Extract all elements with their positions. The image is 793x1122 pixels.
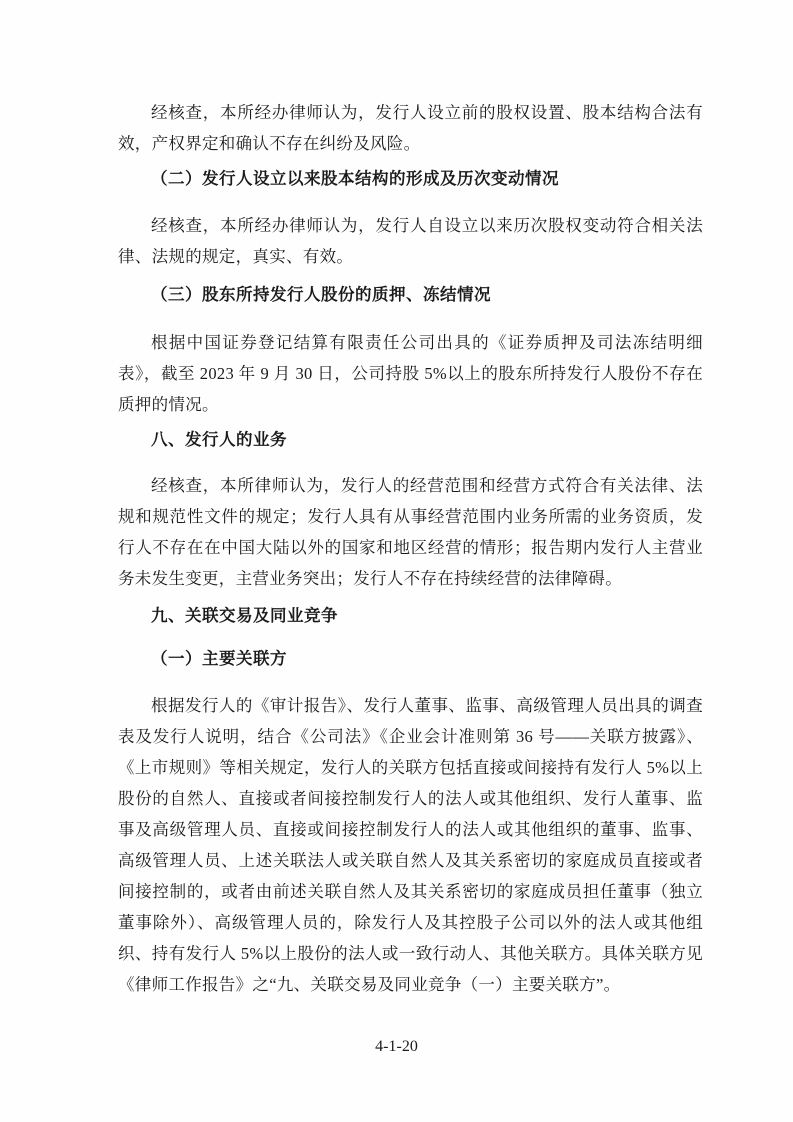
heading-section-2-capital-structure-changes: （二）发行人设立以来股本结构的形成及历次变动情况 (151, 170, 559, 188)
paragraph-business-scope-conclusion: 经核查，本所律师认为，发行人的经营范围和经营方式符合有关法律、法规和规范性文件的规定；发行人具有从事经营范围内业务所需的业务资质，发行人不存在在中国大陆以外的国家和地区经营的情形；报告期内发行人主营业务未发生变更，主营业务突出；发行人不存在持续经营的法律障碍。 (118, 476, 703, 588)
paragraph-related-parties-definition: 根据发行人的《审计报告》、发行人董事、监事、高级管理人员出具的调查表及发行人说明，结合《公司法》《企业会计准则第 36 号——关联方披露》、《上市规则》等相关规定，发行人的关联方包括直接或间接持有发行人 5%以上股份的自然人、直接或者间接控制发行人的法人或其他组织、发行人董事、监事及高级管理人员、直接或间接控制发行人的法人或其他组织的董事、监事、高级管理人员、上述关联法人或关联自然人及其关系密切的家庭成员直接或者间接控制的，或者由前述关联自然人及其关系密切的家庭成员担任董事（独立董事除外）、高级管理人员的，除发行人及其控股子公司以外的法人或其他组织、持有发行人 5%以上股份的法人或一致行动人、其他关联方。具体关联方见《律师工作报告》之“九、关联交易及同业竞争（一）主要关联方”。 (118, 696, 703, 994)
paragraph-capital-changes-conclusion: 经核查，本所经办律师认为，发行人自设立以来历次股权变动符合相关法律、法规的规定，真实、有效。 (118, 216, 703, 266)
heading-chapter-8-issuer-business: 八、发行人的业务 (151, 431, 287, 449)
paragraph-pledge-status: 根据中国证券登记结算有限责任公司出具的《证券质押及司法冻结明细表》，截至 2023 年 9 月 30 日，公司持股 5%以上的股东所持发行人股份不存在质押的情况。 (118, 333, 703, 414)
heading-chapter-9-related-transactions: 九、关联交易及同业竞争 (151, 607, 338, 625)
heading-section-9-1-main-related-parties: （一）主要关联方 (151, 650, 287, 668)
page-number: 4-1-20 (375, 1038, 418, 1055)
paragraph-pre-establishment-equity-conclusion: 经核查，本所经办律师认为，发行人设立前的股权设置、股本结构合法有效，产权界定和确认不存在纠纷及风险。 (118, 103, 703, 153)
heading-section-3-pledge-freeze-status: （三）股东所持发行人股份的质押、冻结情况 (151, 286, 491, 304)
